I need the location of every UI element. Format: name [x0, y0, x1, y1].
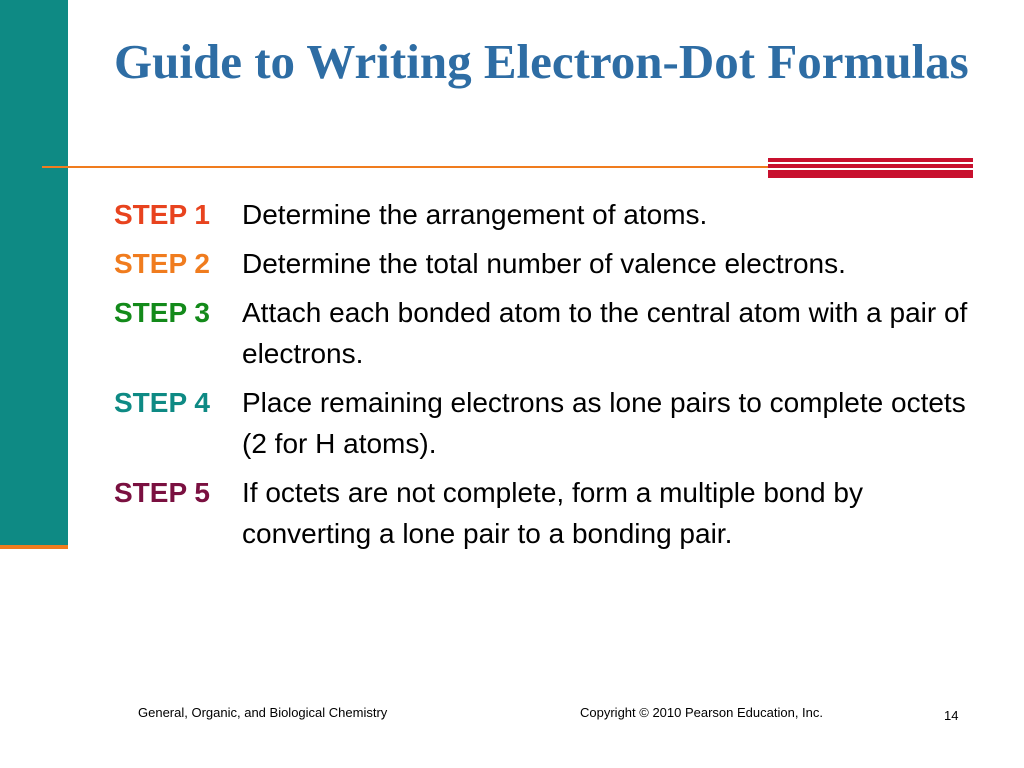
step-3-text: Attach each bonded atom to the central atom with a pair of electrons.: [242, 297, 968, 369]
step-2-label: STEP 2: [114, 248, 210, 279]
step-4-label: STEP 4: [114, 387, 210, 418]
step-1: [114, 194, 974, 235]
footer-page-number: 14: [944, 708, 959, 723]
slide-title: Guide to Writing Electron-Dot Formulas: [114, 34, 969, 89]
step-1-label: STEP 1: [114, 199, 210, 230]
steps-list: [114, 194, 974, 562]
step-4: [114, 382, 974, 464]
footer-course: General, Organic, and Biological Chemistry: [138, 705, 388, 720]
left-accent-band: [0, 0, 68, 545]
left-accent-line: [0, 545, 68, 549]
title-divider-line: [42, 166, 782, 168]
step-1-text: Determine the arrangement of atoms.: [242, 199, 708, 230]
step-2: [114, 243, 974, 284]
step-4-text: Place remaining electrons as lone pairs to complete octets (2 for H atoms).: [242, 387, 966, 459]
title-divider-bar: [768, 158, 973, 178]
step-3-label: STEP 3: [114, 297, 210, 328]
footer-copyright: Copyright © 2010 Pearson Education, Inc.: [580, 705, 824, 720]
step-5: [114, 472, 974, 554]
step-5-text: If octets are not complete, form a multiple bond by converting a lone pair to a bonding pair.: [242, 477, 863, 549]
step-5-label: STEP 5: [114, 477, 210, 508]
step-3: [114, 292, 974, 374]
step-2-text: Determine the total number of valence electrons.: [242, 248, 846, 279]
